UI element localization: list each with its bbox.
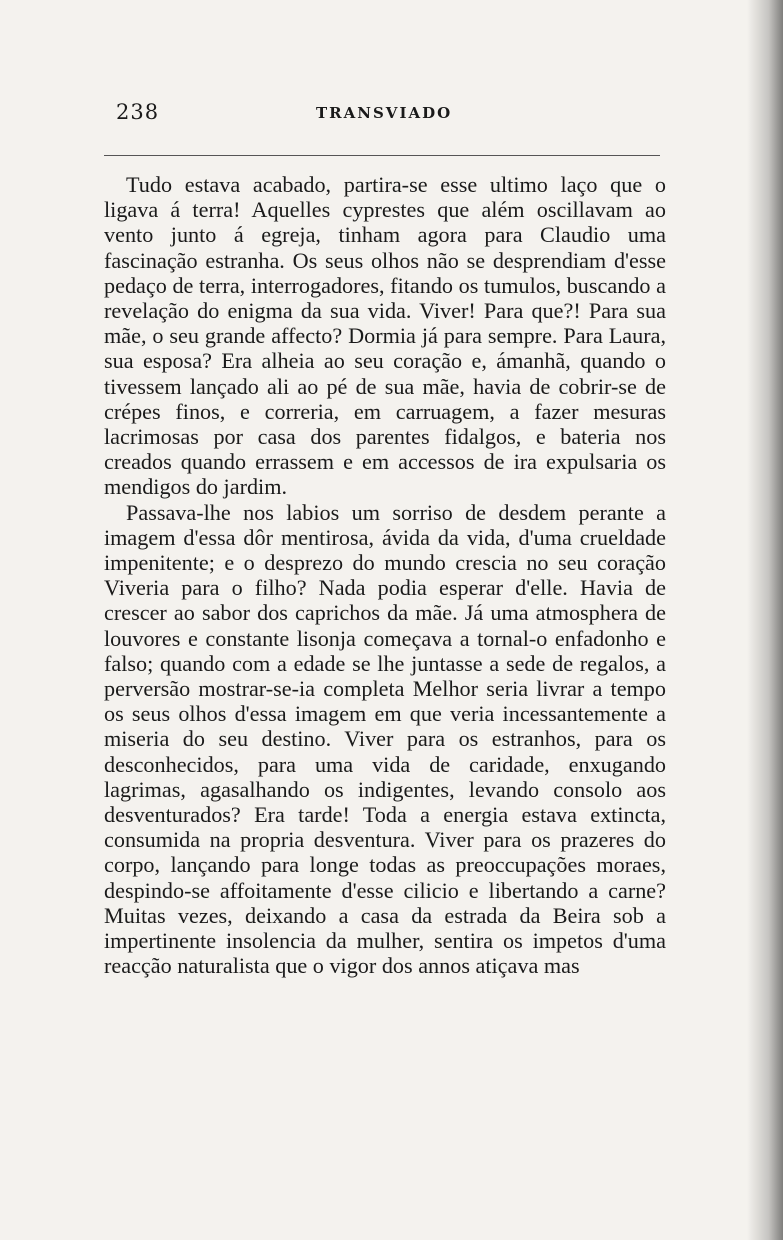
page-header [110, 100, 670, 130]
paragraph-2: Passava-lhe nos labios um sorriso de desdem perante a imagem d'essa dôr mentirosa, ávida da vida, d'uma crueldade impenitente; e o desprezo do mundo crescia no seu coração Viveria para o filho? Nada podia esperar d'elle. Havia de crescer ao sabor dos caprichos da mãe. Já uma atmosphera de louvores e constante lisonja começava a tornal-o enfadonho e falso; quando com a edade se lhe juntasse a sede de regalos, a perversão mostrar-se-ia completa Melhor seria livrar a tempo os seus olhos d'essa imagem em que veria incessantemente a miseria do seu destino. Viver para os estranhos, para os desconhecidos, para uma vida de caridade, enxugando lagrimas, agasalhando os indigentes, levando consolo aos desventurados? Era tarde! Toda a energia estava extincta, consumida na propria desventura. Viver para os prazeres do corpo, lançando para longe todas as preoccupações moraes, despindo-se affoitamente d'esse cilicio e libertando a carne? Muitas vezes, deixando a casa da estrada da Beira sob a impertinente insolencia da mulher, sentira os impetos d'uma reacção naturalista que o vigor dos annos atiçava mas [104, 499, 666, 979]
header-rule [104, 155, 660, 156]
body-text [104, 172, 666, 979]
paragraph-1: Tudo estava acabado, partira-se esse ultimo laço que o ligava á terra! Aquelles cyprestes que além oscillavam ao vento junto á egreja, tinham agora para Claudio uma fascinação estranha. Os seus olhos não se desprendiam d'esse pedaço de terra, interrogadores, fitando os tumulos, buscando a revelação do enigma da sua vida. Viver! Para que?! Para sua mãe, o seu grande affecto? Dormia já para sempre. Para Laura, sua esposa? Era alheia ao seu coração e, ámanhã, quando o tivessem lançado ali ao pé de sua mãe, havia de cobrir-se de crépes finos, e correria, em carruagem, a fazer mesuras lacrimosas por casa dos parentes fidalgos, e bateria nos creados quando errassem e em accessos de ira expulsaria os mendigos do jardim. [104, 172, 666, 500]
running-title: TRANSVIADO [316, 104, 453, 122]
page-edge-shadow [747, 0, 783, 1240]
page-number: 238 [116, 100, 160, 124]
